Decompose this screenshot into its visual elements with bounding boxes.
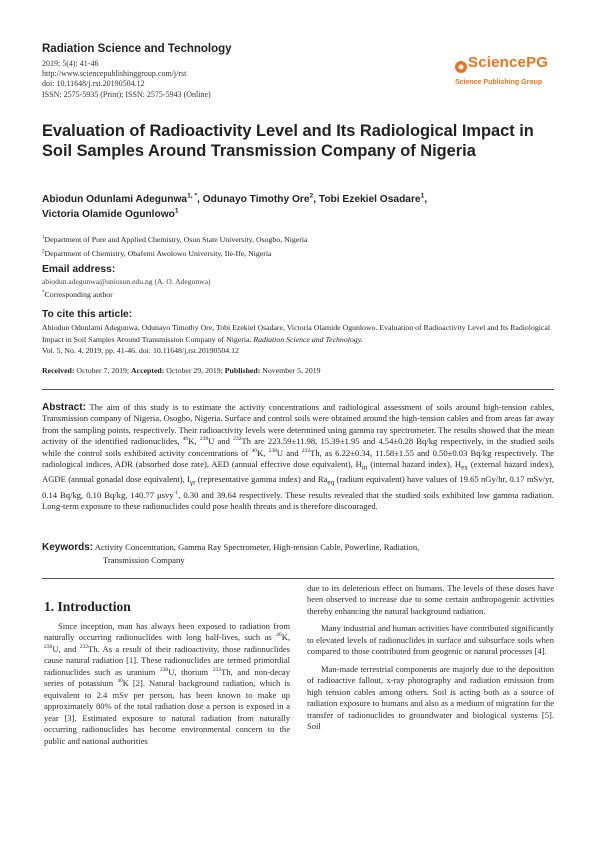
journal-name: Radiation Science and Technology bbox=[42, 43, 232, 55]
abstract-text: K, bbox=[257, 447, 269, 458]
meta-doi[interactable]: doi: 10.11648/j.rst.20190504.12 bbox=[42, 79, 145, 89]
aff-2-sup: 2 bbox=[42, 248, 45, 255]
sup: 238 bbox=[44, 644, 53, 651]
author-2-sup: 2 bbox=[309, 192, 314, 200]
intro-paragraph-3: Man-made terrestrial components are majorly due to the deposition of radioactive fallout, x-ray photography and radiation emission from high tension cables among others. Soil is acting both as a source of radiation exposure to humans and also as a medium of migration for the transfer of radionuclides to groundwater and biological systems [5]. Soil bbox=[307, 663, 554, 731]
sup: 232 bbox=[301, 447, 311, 454]
sub: eq bbox=[327, 479, 335, 488]
cite-body: Abiodun Odunlami Adegunwa, Odunayo Timothy Ore, Tobi Ezekiel Osadare, Victoria Olamide Ogunlowo. Evaluation of Radioactivity Level and Its Radiological Impact in Soil Samples Around Transmission Company of Nigeria. bbox=[42, 323, 550, 344]
abstract-text: (representative gamma index) and Ra bbox=[195, 474, 328, 485]
right-column bbox=[307, 583, 554, 732]
sup: 232 bbox=[212, 666, 222, 673]
keywords bbox=[42, 542, 554, 554]
intro-text: U, and bbox=[52, 643, 80, 654]
intro-paragraph-2: Many industrial and human activities have contributed significantly to elevated levels of radionuclides in surface and subsurface soils when compared to those contributed from geogenic or natural processes [4]. bbox=[307, 623, 554, 657]
section-heading: 1. Introduction bbox=[44, 599, 131, 614]
affiliation-1 bbox=[42, 234, 308, 246]
corr-sup: * bbox=[42, 289, 45, 296]
accepted-label: Accepted: bbox=[131, 366, 165, 375]
aff-1-sup: 1 bbox=[42, 234, 45, 241]
corresponding-note bbox=[42, 290, 113, 299]
keywords-label: Keywords: bbox=[42, 542, 94, 553]
author-2: Odunayo Timothy Ore bbox=[202, 194, 310, 205]
abstract-text: U and bbox=[276, 447, 302, 458]
author-list: Abiodun Odunlami Adegunwa$^{1, *}$, Odunayo Timothy Ore$^2$, Tobi Ezekiel Osadare$^1$, Victoria Olamide Ogunlowo$^1$ bbox=[42, 192, 428, 220]
logo-subtitle: Science Publishing Group bbox=[455, 79, 543, 86]
left-column bbox=[44, 621, 290, 747]
sup: 238 bbox=[268, 447, 277, 454]
cite-tail: Vol. 5, No. 4, 2019, pp. 41-46. doi: 10.11648/j.rst.20190504.12 bbox=[42, 346, 239, 356]
author-1: Abiodun Odunlami Adegunwa bbox=[42, 194, 188, 205]
cite-journal: Radiation Science and Technology. bbox=[253, 334, 363, 344]
divider-bottom bbox=[42, 578, 554, 579]
sup: 232 bbox=[233, 436, 242, 443]
abstract bbox=[42, 402, 554, 513]
corr-text: Corresponding author bbox=[44, 290, 113, 299]
cite-heading: To cite this article: bbox=[42, 309, 133, 320]
email-address[interactable]: abiodun.adegunwa@uniosun.edu.ng (A. O. Adegunwa) bbox=[42, 277, 211, 286]
abstract-text: (internal hazard index), H bbox=[367, 459, 462, 470]
intro-text: Since inception, man has always been exposed to radiation from naturally occurring radionuclides with long half-lives, such as bbox=[44, 621, 290, 643]
abstract-text-1: The aim of this study is to estimate the activity concentrations and radiological assessment of soils around high-tension cables, Transmission company of Nigeria, Osogbo, Nigeria. Surface and control soils were obtained around the high-tension cables and from areas far away from the sampling points, respectively. Their radioactivity levels were determined using gamma ray spectrometer. The results showed that the mean activity of the identified radionuclides, bbox=[42, 402, 554, 447]
intro-text: K, bbox=[281, 632, 290, 643]
author-3-sup: 1 bbox=[420, 192, 425, 200]
email-heading: Email address: bbox=[42, 264, 116, 275]
published-date: November 5, 2019 bbox=[260, 366, 321, 375]
journal-meta bbox=[42, 59, 211, 100]
sub: γr bbox=[189, 479, 196, 488]
sup: 232 bbox=[79, 644, 89, 651]
author-4: Victoria Olamide Ogunlowo bbox=[42, 208, 175, 220]
affiliation-2 bbox=[42, 248, 271, 260]
abstract-text: (radium equivalent) have values of 19.65 nGy/hr, 0.17 mSv/yr, 0.14 Bq/kg, 0.10 Bq/kg, 140.77 μsvy bbox=[42, 474, 554, 500]
abstract-text-end: , 0.30 and 39.64 respectively. These results revealed that the studied soils exhibited low gamma radiation. Long-term exposure to these radionuclides could pose health threats and is therefore discouraged. bbox=[42, 489, 554, 512]
sup: -1 bbox=[173, 489, 179, 496]
abstract-text: Th are 223.59±11.98, 15.39±1.95 and 4.54±0.28 Bq/kg respectively, in the studied soils while the control soils exhibited activity concentrations of bbox=[42, 436, 554, 458]
abstract-text: K, bbox=[188, 436, 200, 447]
citation-text bbox=[42, 322, 562, 357]
abstract-label: Abstract: bbox=[42, 402, 86, 413]
sup: 40 bbox=[251, 447, 258, 454]
intro-paragraph-1-cont: due to its deleterious effect on humans. The levels of these doses have been observed to increase due to some certain anthropogenic activities thereby enhancing the natural background radiation. bbox=[307, 583, 554, 616]
author-3: Tobi Ezekiel Osadare bbox=[318, 194, 421, 205]
sup: 238 bbox=[199, 436, 209, 443]
author-1-sup: 1, * bbox=[187, 192, 198, 200]
meta-url[interactable]: http://www.sciencepublishinggroup.com/j/rst bbox=[42, 69, 187, 79]
published-label: Published: bbox=[224, 366, 261, 375]
abstract-text: (external hazard index), AGDE (annual gonadal dose equivalent), I bbox=[42, 459, 554, 485]
intro-text: Th, and non-decay series of potassium bbox=[44, 666, 290, 689]
logo-text: SciencePG bbox=[468, 54, 549, 71]
meta-issue: 2019; 5(4): 41-46 bbox=[42, 59, 99, 68]
sup: 40 bbox=[276, 632, 282, 639]
intro-text: U, thorium bbox=[168, 666, 213, 677]
intro-text: Th. As a result of their radioactivity, those radionuclides cause natural radiation [1]. These radionuclides are termed primordial radionuclides such as uranium bbox=[44, 643, 290, 677]
article-dates bbox=[42, 366, 321, 375]
abstract-text: U and bbox=[208, 436, 234, 447]
sup: 40 bbox=[182, 436, 189, 443]
meta-issn: ISSN: 2575-5935 (Print); ISSN: 2575-5943 (Online) bbox=[42, 89, 211, 99]
aff-2-text: Department of Chemistry, Obafemi Awolowo University, Ile-Ife, Nigeria bbox=[44, 249, 272, 258]
intro-paragraph-1 bbox=[44, 621, 290, 747]
keywords-line-2: Transmission Company bbox=[103, 555, 185, 565]
paper-title: Evaluation of Radioactivity Level and Its Radiological Impact in Soil Samples Around Transmission Company of Nigeria bbox=[42, 122, 534, 160]
received-label: Received: bbox=[42, 366, 75, 375]
sub: in bbox=[361, 463, 368, 472]
intro-text: K [2]. Natural background radiation, which is equivalent to 2.4 mSv per person, has been known to make up approximately 80% of the total radiation dose a person is exposed in a year [3]. Estimated exposure to natural radiation from naturally occurring radionuclides has become environmental concern to the public and national authorities bbox=[44, 678, 290, 746]
author-4-sup: 1 bbox=[174, 207, 179, 215]
keywords-line-1: Activity Concentration, Gamma Ray Spectrometer, High-tension Cable, Powerline, Radiation, bbox=[93, 542, 420, 552]
divider-top bbox=[42, 389, 554, 390]
accepted-date: October 29, 2019; bbox=[164, 366, 225, 375]
abstract-text: Th, as 6.22±0.34, 11.58±1.55 and 0.50±0.03 Bq/kg respectively. The radiological indices, ADR (absorbed dose rate), AED (annual effective dose equivalent), H bbox=[42, 447, 554, 470]
sup: 238 bbox=[159, 666, 169, 673]
received-date: October 7, 2019; bbox=[74, 366, 132, 375]
sup: 40 bbox=[117, 678, 123, 685]
sub: ex bbox=[461, 463, 468, 472]
aff-1-text: Department of Pure and Applied Chemistry, Osun State University, Osogbo, Nigeria bbox=[44, 235, 308, 244]
